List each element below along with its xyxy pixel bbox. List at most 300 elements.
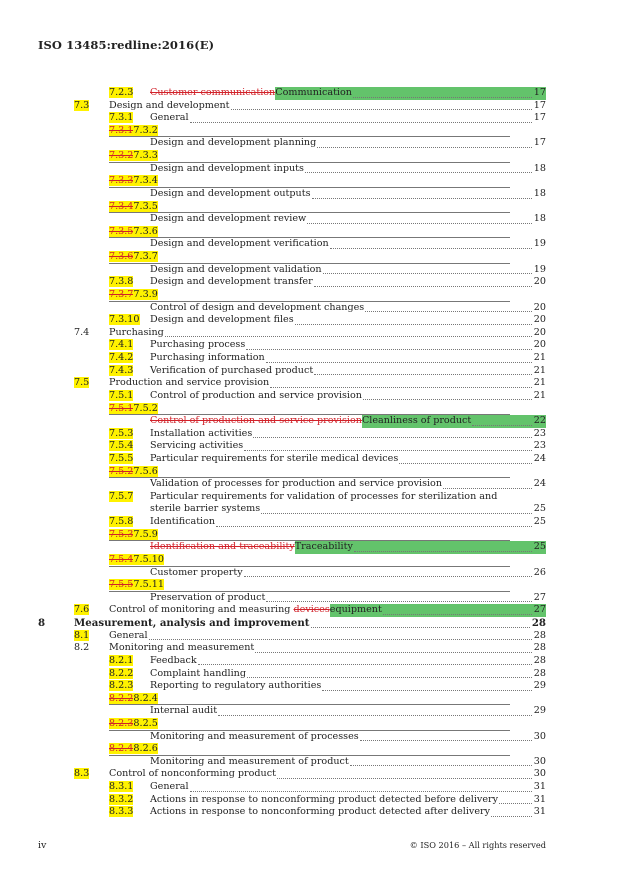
toc-title: [150, 302, 364, 313]
title-text: Servicing activities: [150, 440, 244, 452]
toc-title-line: [150, 314, 546, 327]
deleted-section-number: 7.5.2: [109, 465, 134, 477]
toc-entry[interactable]: [109, 491, 546, 504]
toc-entry[interactable]: [38, 617, 546, 630]
toc-entry[interactable]: [109, 201, 546, 214]
toc-title-line: [150, 390, 546, 403]
section-number-text: 7.4.1: [109, 339, 134, 351]
toc-section-number: [74, 768, 89, 781]
dot-leader: [312, 198, 532, 199]
toc-section-number: [109, 390, 133, 403]
toc-page-number: 28: [533, 667, 546, 679]
toc-title: [150, 680, 321, 691]
inserted-section-number: 7.5.9: [133, 528, 158, 540]
inserted-section-number: 7.3.4: [133, 175, 158, 187]
toc-title: [150, 415, 471, 426]
inserted-section-number: 7.3.3: [133, 150, 158, 162]
dot-leader: [231, 109, 532, 110]
toc-section-number: [74, 327, 89, 340]
toc-title-line: [150, 668, 546, 681]
deleted-title-text: Identification and traceability: [150, 541, 295, 553]
toc-entry[interactable]: [109, 541, 546, 554]
toc-entry[interactable]: [109, 680, 546, 693]
toc-title-line: [150, 781, 546, 794]
dot-leader: [322, 690, 531, 691]
inserted-section-number: 7.3.6: [133, 225, 158, 237]
inserted-section-number: 7.5.11: [133, 579, 164, 591]
toc-page-number: 23: [533, 427, 546, 439]
toc-section-number: [109, 365, 133, 378]
section-number-text: 7.5.7: [109, 490, 134, 502]
toc-page-number: 27: [533, 604, 546, 616]
toc-title-line: [150, 806, 546, 819]
toc-entry[interactable]: [109, 503, 546, 516]
toc-section-number: [109, 516, 133, 529]
toc-page-number: 20: [533, 276, 546, 288]
toc-page-number: 17: [533, 137, 546, 149]
toc-title-line: [150, 516, 546, 529]
toc-title: [150, 339, 245, 350]
toc-title: [150, 453, 398, 464]
toc-section-number: [38, 617, 45, 630]
toc-title-line: [150, 794, 546, 807]
toc-section-number: [109, 806, 133, 819]
title-text: Identification: [150, 516, 216, 528]
toc-title: [109, 604, 382, 615]
toc-entry[interactable]: [109, 705, 546, 718]
toc-entry[interactable]: [109, 276, 546, 289]
dot-leader: [311, 627, 530, 628]
dot-leader: [198, 664, 532, 665]
dot-leader: [277, 778, 532, 779]
toc-section-number: [74, 642, 89, 655]
section-number-text: 7.3: [74, 99, 90, 111]
deleted-section-number: 8.2.2: [109, 692, 134, 704]
title-text: Complaint handling: [150, 667, 246, 679]
dot-leader: [314, 374, 532, 375]
deleted-section-number: 8.2.4: [109, 743, 134, 755]
toc-entry[interactable]: [74, 768, 546, 781]
toc-title: [150, 365, 313, 376]
toc-page-number: 25: [533, 541, 546, 553]
toc-title-line: [150, 541, 546, 554]
title-text: Design and development review: [150, 213, 307, 225]
toc-title-line: [150, 453, 546, 466]
deleted-section-number: 7.3.1: [109, 124, 134, 136]
toc-title-line: [150, 112, 546, 125]
title-text: Verification of purchased product: [150, 364, 314, 376]
toc-title: [150, 276, 313, 287]
section-number-text: 8.3.1: [109, 781, 134, 793]
toc-title-line: [150, 756, 546, 769]
toc-entry[interactable]: [109, 415, 546, 428]
dot-leader: [323, 273, 532, 274]
toc-title-line: [109, 100, 546, 113]
copyright-notice: © ISO 2016 – All rights reserved: [409, 840, 546, 850]
toc-title: [109, 100, 230, 111]
toc-entry[interactable]: [109, 251, 546, 264]
deleted-section-number: 7.5.5: [109, 579, 134, 591]
title-text: Design and development verification: [150, 238, 329, 250]
toc-title-line: [150, 238, 546, 251]
toc-section-number: [109, 655, 133, 668]
inserted-section-number: 7.3.2: [133, 124, 158, 136]
toc-section-number: [74, 100, 89, 113]
toc-page-number: 26: [533, 566, 546, 578]
toc-entry[interactable]: [109, 567, 546, 580]
dot-leader: [472, 425, 532, 426]
toc-title: [109, 642, 254, 653]
toc-entry[interactable]: [109, 655, 546, 668]
toc-section-number: [109, 428, 133, 441]
toc-page-number: 30: [533, 755, 546, 767]
toc-page-number: 29: [533, 705, 546, 717]
toc-title-line: [150, 655, 546, 668]
toc-entry[interactable]: [109, 352, 546, 365]
toc-title-line: [150, 302, 546, 315]
toc-title-line: [109, 604, 546, 617]
toc-section-number: [74, 604, 89, 617]
toc-entry[interactable]: [109, 794, 546, 807]
toc-entry[interactable]: [109, 289, 546, 302]
dot-leader: [216, 526, 532, 527]
toc-section-number: [109, 453, 133, 466]
toc-page-number: 18: [533, 162, 546, 174]
dot-leader: [363, 399, 532, 400]
toc-section-number: [109, 794, 133, 807]
toc-section-number: [109, 112, 133, 125]
deleted-section-number: 7.3.5: [109, 225, 134, 237]
section-number-text: 8.3: [74, 768, 90, 780]
toc-title: [109, 377, 269, 388]
dot-leader: [305, 172, 532, 173]
toc-entry[interactable]: [109, 440, 546, 453]
toc-title: [150, 668, 246, 679]
toc-section-number: [74, 630, 89, 643]
toc-page-number: 21: [533, 389, 546, 401]
toc-entry[interactable]: [109, 137, 546, 150]
toc-entry[interactable]: [109, 302, 546, 315]
toc-entry[interactable]: [109, 743, 546, 756]
dot-leader: [314, 286, 532, 287]
toc-entry[interactable]: [109, 453, 546, 466]
deleted-section-number: 7.3.6: [109, 251, 134, 263]
toc-title: [150, 478, 442, 489]
toc-section-number: [74, 377, 89, 390]
toc-section-number: [109, 680, 133, 693]
title-text: Design and development outputs: [150, 187, 311, 199]
toc-title: [150, 731, 359, 742]
toc-entry[interactable]: [109, 365, 546, 378]
toc-entry[interactable]: [109, 516, 546, 529]
dot-leader: [266, 362, 532, 363]
dot-leader: [246, 349, 532, 350]
toc-page-number: 18: [533, 187, 546, 199]
toc-title: [150, 781, 189, 792]
toc-page-number: 20: [533, 301, 546, 313]
section-number-text: 7.3.8: [109, 276, 134, 288]
section-number-text: 7.3.1: [109, 112, 134, 124]
dot-leader: [270, 387, 532, 388]
dot-leader: [350, 765, 532, 766]
toc-page-number: 23: [533, 440, 546, 452]
section-number-text: 7.6: [74, 604, 90, 616]
toc-page-number: 21: [533, 377, 546, 389]
toc-entry[interactable]: [109, 112, 546, 125]
toc-entry[interactable]: [74, 630, 546, 643]
toc-entry[interactable]: [109, 390, 546, 403]
inserted-title-text: Traceability: [294, 541, 353, 553]
toc-title: [150, 756, 349, 767]
toc-title: [109, 327, 164, 338]
toc-page-number: 17: [533, 99, 546, 111]
toc-entry[interactable]: [109, 226, 546, 239]
toc-title-line: [150, 365, 546, 378]
toc-title: [150, 655, 197, 666]
toc-entry[interactable]: [109, 238, 546, 251]
inserted-title-text: Communication: [275, 87, 352, 98]
section-number-text: 8.2.1: [109, 654, 134, 666]
toc-entry[interactable]: [109, 592, 546, 605]
toc-section-number: [109, 781, 133, 794]
toc-title: [150, 541, 353, 552]
toc-entry[interactable]: [109, 554, 546, 567]
toc-page-number: 28: [533, 654, 546, 666]
toc-page-number: 28: [533, 642, 546, 654]
inserted-title-text: Cleanliness of product: [361, 415, 472, 427]
section-number-text: 7.2.3: [109, 87, 134, 98]
section-number-text: 7.5.4: [109, 440, 134, 452]
toc-title-line: [150, 705, 546, 718]
toc-page-number: 25: [533, 503, 546, 515]
title-text: Control of nonconforming product: [109, 768, 276, 780]
toc-title: [150, 238, 329, 249]
toc-entry[interactable]: [109, 806, 546, 819]
toc-title: [150, 188, 311, 199]
toc-entry[interactable]: [109, 213, 546, 226]
inserted-section-number: 7.3.5: [133, 200, 158, 212]
toc-entry[interactable]: [109, 163, 546, 176]
deleted-section-number: 7.3.7: [109, 288, 134, 300]
deleted-section-number: 7.3.4: [109, 200, 134, 212]
inserted-title-text: equipment: [329, 604, 382, 616]
title-text: Monitoring and measurement of product: [150, 755, 349, 767]
toc-section-number: [109, 339, 133, 352]
toc-entry[interactable]: [109, 314, 546, 327]
toc-title-line: [74, 617, 546, 630]
toc-entry[interactable]: [74, 642, 546, 655]
toc-entry[interactable]: [109, 478, 546, 491]
toc-entry[interactable]: [109, 339, 546, 352]
section-number-text: 8.2.3: [109, 680, 134, 692]
toc-title-line: [150, 478, 546, 491]
title-text: General: [150, 112, 189, 124]
title-text: General: [150, 781, 189, 793]
toc-title: [150, 428, 252, 439]
toc-title-line: [150, 264, 546, 277]
toc-title-line: [150, 213, 546, 226]
toc-title: [150, 163, 304, 174]
deleted-section-number: 7.5.3: [109, 528, 134, 540]
dot-leader: [266, 601, 531, 602]
toc-entry[interactable]: [109, 718, 546, 731]
title-text: Internal audit: [150, 705, 218, 717]
toc-title-line: [150, 491, 546, 504]
dot-leader: [353, 97, 532, 98]
toc-entry[interactable]: [74, 604, 546, 617]
toc-page-number: 20: [533, 326, 546, 338]
section-number-text: 7.4.2: [109, 352, 134, 364]
toc-page-number: 19: [533, 238, 546, 250]
title-text: Production and service provision: [109, 377, 270, 389]
dot-leader: [365, 311, 532, 312]
toc-title-line: [109, 327, 546, 340]
section-number-text: 7.5.1: [109, 389, 134, 401]
deleted-section-number: 7.5.1: [109, 402, 134, 414]
dot-leader: [330, 248, 532, 249]
section-number-text: 8.3.3: [109, 806, 134, 818]
toc-entry[interactable]: [109, 264, 546, 277]
toc-title: [150, 491, 497, 502]
toc-title-line: [150, 137, 546, 150]
toc-page-number: 29: [533, 680, 546, 692]
toc-title-line: [150, 163, 546, 176]
toc-section-number: [109, 314, 140, 327]
title-text: Purchasing information: [150, 352, 265, 364]
inserted-section-number: 7.3.7: [133, 251, 158, 263]
dot-leader: [354, 551, 532, 552]
toc-entry[interactable]: [109, 150, 546, 163]
title-text: Customer property: [150, 566, 243, 578]
toc-title: [150, 794, 498, 805]
deleted-title-text: Control of production and service provision: [150, 415, 362, 427]
toc-entry[interactable]: [109, 428, 546, 441]
deleted-section-number: 7.5.4: [109, 553, 134, 565]
toc-entry[interactable]: [74, 327, 546, 340]
toc-title: [109, 630, 148, 641]
title-text: Validation of processes for production and service provision: [150, 478, 443, 490]
document-title: ISO 13485:redline:2016(E): [38, 38, 215, 52]
toc-title: [150, 440, 243, 451]
title-text: Actions in response to nonconforming product detected before delivery: [150, 793, 499, 805]
toc-section-number: [109, 352, 133, 365]
toc-entry[interactable]: [74, 377, 546, 390]
toc-entry[interactable]: [109, 188, 546, 201]
section-number-text: 8: [38, 617, 46, 630]
deleted-section-number: 7.3.2: [109, 150, 134, 162]
title-text: Measurement, analysis and improvement: [74, 617, 310, 630]
toc-title: [150, 516, 215, 527]
toc-entry[interactable]: [109, 756, 546, 769]
toc-title: [109, 768, 276, 779]
dot-leader: [499, 803, 532, 804]
section-number-text: 7.5.5: [109, 452, 134, 464]
toc-title-line: [150, 592, 546, 605]
toc-title-line: [109, 630, 546, 643]
inserted-section-number: 8.2.6: [133, 743, 158, 755]
section-number-text: 7.4.3: [109, 364, 134, 376]
toc-page-number: 31: [533, 806, 546, 818]
toc-page-number: 17: [533, 87, 546, 98]
dot-leader: [255, 652, 532, 653]
toc-entry[interactable]: [109, 529, 546, 542]
toc-page-number: 21: [533, 352, 546, 364]
toc-section-number: [109, 440, 133, 453]
toc-page-number: 24: [533, 452, 546, 464]
toc-page-number: 22: [533, 415, 546, 427]
deleted-title-text: devices: [293, 604, 330, 616]
title-text: General: [109, 629, 148, 641]
toc-title: [150, 592, 265, 603]
dot-leader: [149, 639, 532, 640]
toc-page-number: 31: [533, 793, 546, 805]
toc-page-number: 28: [531, 617, 546, 630]
toc-title: [150, 213, 306, 224]
toc-page-number: 19: [533, 263, 546, 275]
toc-entry[interactable]: [109, 175, 546, 188]
toc-entry[interactable]: [109, 731, 546, 744]
section-number-text: 8.1: [74, 629, 90, 641]
toc-entry[interactable]: [109, 579, 546, 592]
toc-title-line: [150, 188, 546, 201]
title-text: Installation activities: [150, 427, 253, 439]
dot-leader: [244, 450, 532, 451]
toc-title-line: [150, 440, 546, 453]
title-text: Particular requirements for validation of processes for sterilization and: [150, 490, 498, 502]
toc-title-line: [150, 276, 546, 289]
toc-title: [150, 87, 352, 98]
toc-title-line: [150, 680, 546, 693]
dot-leader: [307, 223, 532, 224]
toc-page-number: 31: [533, 781, 546, 793]
toc-title-line: [150, 415, 546, 428]
section-number-text: 8.2: [74, 642, 90, 654]
page-number: iv: [38, 840, 47, 851]
toc-entry[interactable]: [109, 125, 546, 138]
title-text: Control of design and development changes: [150, 301, 365, 313]
deleted-section-number: 7.3.3: [109, 175, 134, 187]
toc-page-number: 30: [533, 730, 546, 742]
inserted-section-number: 7.5.10: [133, 553, 164, 565]
title-text: Purchasing: [109, 326, 164, 338]
toc-page-number: 30: [533, 768, 546, 780]
section-number-text: 8.2.2: [109, 667, 134, 679]
toc-title: [150, 567, 243, 578]
toc-entry[interactable]: [74, 100, 546, 113]
dot-leader: [190, 122, 532, 123]
toc-title: [150, 112, 189, 123]
toc-entry[interactable]: [109, 403, 546, 416]
title-text: Monitoring and measurement: [109, 642, 255, 654]
title-text: Monitoring and measurement of processes: [150, 730, 359, 742]
dot-leader: [491, 816, 532, 817]
dot-leader: [295, 324, 532, 325]
toc-entry[interactable]: [109, 668, 546, 681]
toc-entry[interactable]: [109, 781, 546, 794]
dot-leader: [253, 437, 532, 438]
toc-title-line: [150, 352, 546, 365]
toc-entry[interactable]: [109, 87, 546, 100]
dot-leader: [165, 336, 532, 337]
toc-title: [150, 314, 294, 325]
toc-page-number: 28: [533, 629, 546, 641]
toc-entry[interactable]: [109, 466, 546, 479]
toc-title: [150, 705, 217, 716]
title-text: Purchasing process: [150, 339, 246, 351]
toc-entry[interactable]: [109, 693, 546, 706]
dot-leader: [261, 513, 532, 514]
toc-title: [150, 390, 362, 401]
